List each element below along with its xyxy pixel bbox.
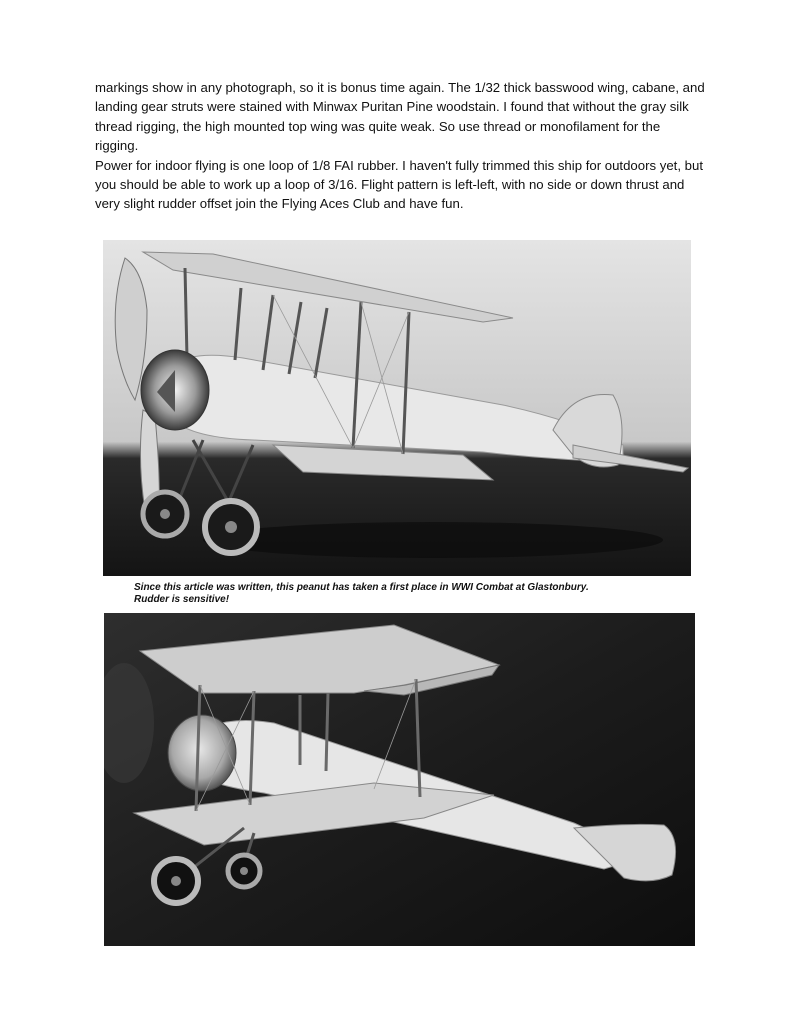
- photo-biplane-side-view: [103, 240, 691, 576]
- article-body: [95, 78, 705, 214]
- article-paragraph-2: Power for indoor flying is one loop of 1/8 FAI rubber. I haven't fully trimmed this ship for outdoors yet, but you should be able to work up a loop of 3/16. Flight pattern is left-left, with no side or down thrust and very slight rudder offset join the Flying Aces Club and have fun.: [95, 157, 703, 212]
- caption-line-2: Rudder is sensitive!: [134, 594, 230, 605]
- photo-caption: [134, 582, 674, 606]
- photo-biplane-three-quarter-view: [104, 613, 695, 946]
- caption-line-1: Since this article was written, this peanut has taken a first place in WWI Combat at Glastonbury.: [134, 582, 589, 593]
- article-paragraph-1: markings show in any photograph, so it is bonus time again. The 1/32 thick basswood wing, cabane, and landing gear struts were stained with Minwax Puritan Pine woodstain. I found that without the gray silk thread rigging, the high mounted top wing was quite weak. So use thread or monofilament for the rigging.: [95, 80, 705, 154]
